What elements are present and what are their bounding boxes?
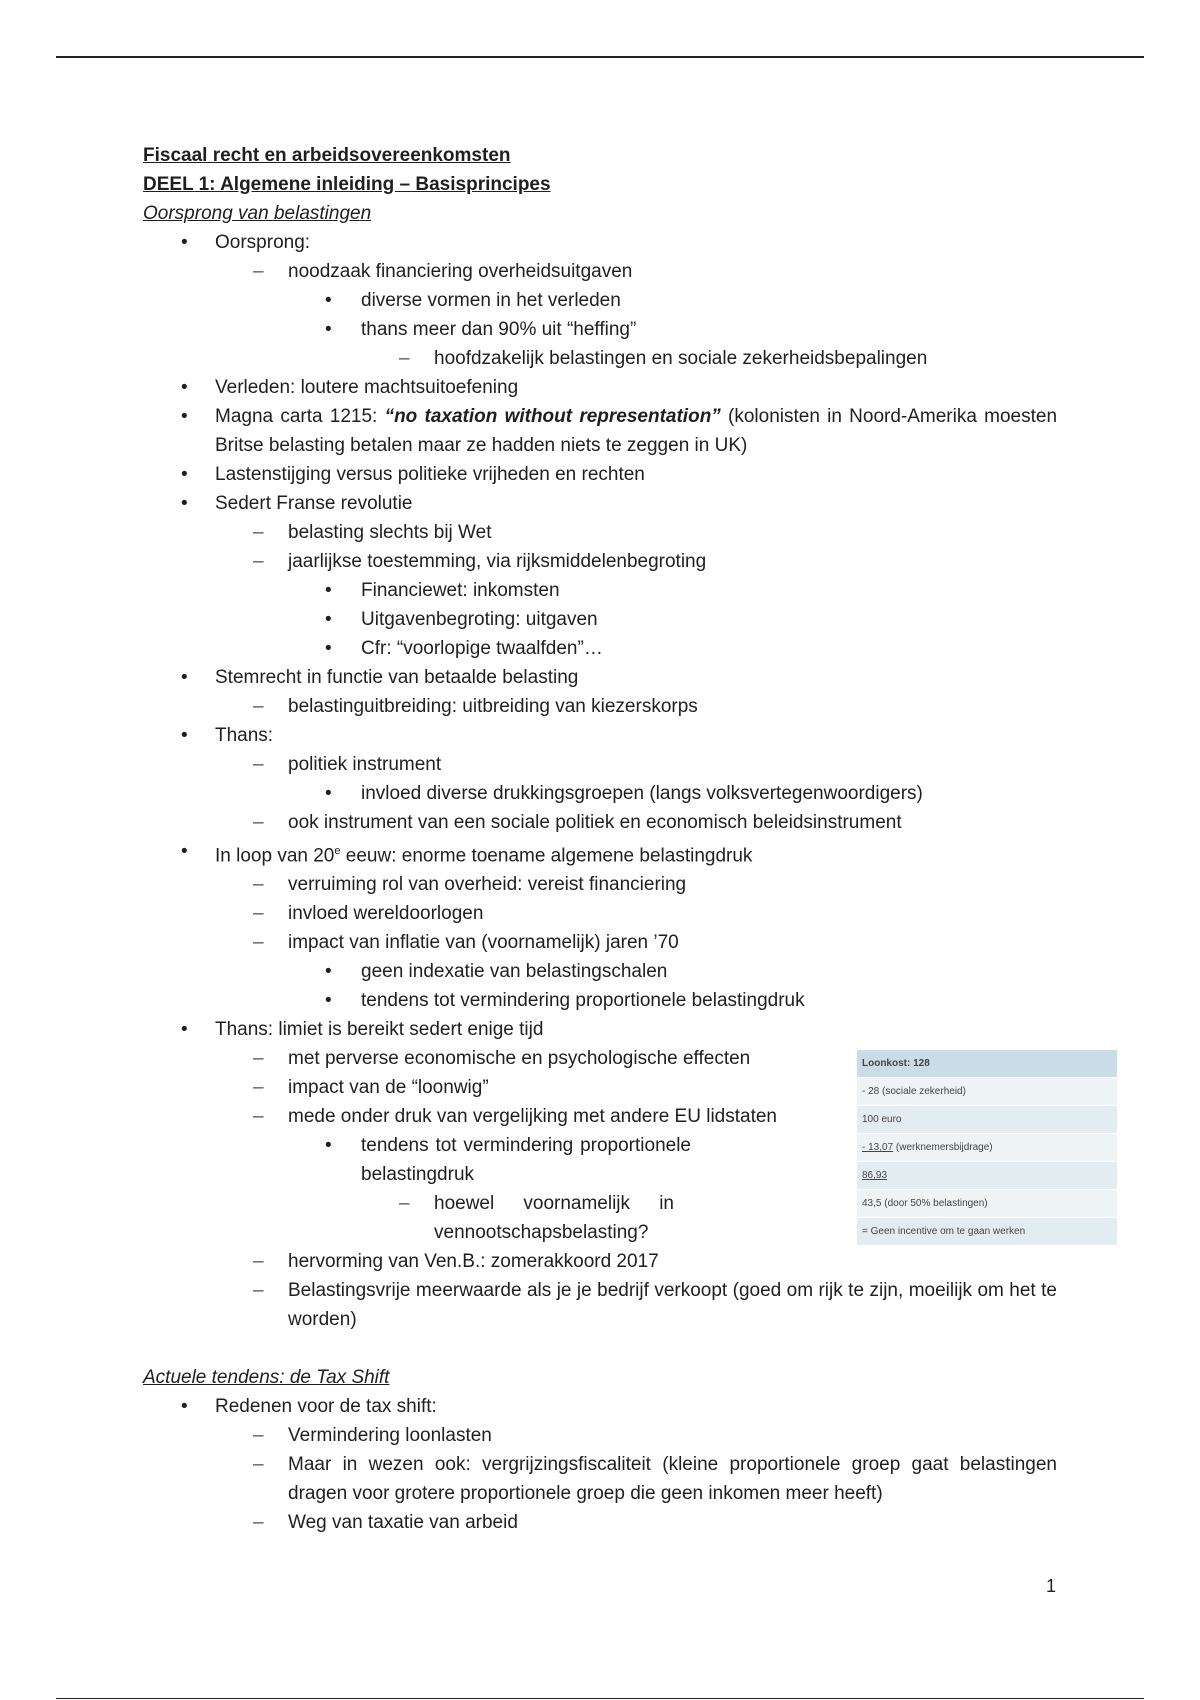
page-number: 1: [1046, 1576, 1057, 1596]
list-item: • Cfr: “voorlopige twaalfden”…: [143, 634, 1057, 663]
table-row: - 28 (sociale zekerheid): [857, 1078, 1117, 1106]
list-item: – hoewel voornamelijk in vennootschapsbelasting?: [143, 1189, 674, 1247]
document-title: Fiscaal recht en arbeidsovereenkomsten: [143, 145, 511, 166]
list-item: – noodzaak financiering overheidsuitgaven: [143, 257, 1057, 286]
list-item: • thans meer dan 90% uit “heffing”: [143, 315, 1057, 344]
list-item: – verruiming rol van overheid: vereist financiering: [143, 870, 1057, 899]
section-heading-origin: Oorsprong van belastingen: [143, 203, 372, 224]
part-heading: DEEL 1: Algemene inleiding – Basisprincipes: [143, 174, 551, 195]
table-row: 100 euro: [857, 1106, 1117, 1134]
list-item: • Sedert Franse revolutie: [143, 489, 1057, 518]
list-item: – Weg van taxatie van arbeid: [143, 1508, 1057, 1537]
list-item: • tendens tot vermindering proportionele belastingdruk: [143, 1131, 691, 1189]
spacer: [143, 1334, 1057, 1363]
list-item: • Oorsprong:: [143, 228, 1057, 257]
list-item: – jaarlijkse toestemming, via rijksmiddelenbegroting: [143, 547, 1057, 576]
wage-cost-table: [857, 1050, 1117, 1246]
list-item: – belastinguitbreiding: uitbreiding van kiezerskorps: [143, 692, 1057, 721]
list-item: – ook instrument van een sociale politiek en economisch beleidsinstrument: [143, 808, 1057, 837]
list-item: • Magna carta 1215: “no taxation without representation” (kolonisten in Noord-Amerika moesten Britse belasting betalen maar ze hadden niets te zeggen in UK): [143, 402, 1057, 460]
list-item: • Verleden: loutere machtsuitoefening: [143, 373, 1057, 402]
header-rule: [56, 56, 1144, 58]
table-row: - 13,07 (werknemersbijdrage): [857, 1134, 1117, 1162]
list-item: • Financiewet: inkomsten: [143, 576, 1057, 605]
list-item: • geen indexatie van belastingschalen: [143, 957, 1057, 986]
list-item: – Vermindering loonlasten: [143, 1421, 1057, 1450]
list-item: • Stemrecht in functie van betaalde belasting: [143, 663, 1057, 692]
magna-carta-quote: “no taxation without representation”: [384, 406, 721, 427]
list-item: • Uitgavenbegroting: uitgaven: [143, 605, 1057, 634]
table-row: = Geen incentive om te gaan werken: [857, 1218, 1117, 1246]
list-item: – belasting slechts bij Wet: [143, 518, 1057, 547]
document-body: [143, 141, 1057, 1537]
list-item: – impact van inflatie van (voornamelijk) jaren ’70: [143, 928, 1057, 957]
list-item: • Lastenstijging versus politieke vrijheden en rechten: [143, 460, 1057, 489]
list-item: • invloed diverse drukkingsgroepen (langs volksvertegenwoordigers): [143, 779, 1057, 808]
list-item: – Belastingsvrije meerwaarde als je je bedrijf verkoopt (goed om rijk te zijn, moeilijk om het te worden): [143, 1276, 1057, 1334]
list-item: – met perverse economische en psychologische effecten: [143, 1044, 1057, 1073]
table-row: 86,93: [857, 1162, 1117, 1190]
list-item: – hervorming van Ven.B.: zomerakkoord 2017: [143, 1247, 1057, 1276]
table-row: 43,5 (door 50% belastingen): [857, 1190, 1117, 1218]
footer-rule: [56, 1698, 1144, 1699]
list-item: – impact van de “loonwig”: [143, 1073, 1057, 1102]
list-item: – hoofdzakelijk belastingen en sociale zekerheidsbepalingen: [143, 344, 1057, 373]
list-item: • Thans: limiet is bereikt sedert enige tijd: [143, 1015, 1057, 1044]
list-item: – politiek instrument: [143, 750, 1057, 779]
list-item: • tendens tot vermindering proportionele belastingdruk: [143, 986, 1057, 1015]
list-item: • Redenen voor de tax shift:: [143, 1392, 1057, 1421]
list-item: • Thans:: [143, 721, 1057, 750]
list-item: • In loop van 20e eeuw: enorme toename algemene belastingdruk: [143, 837, 1057, 870]
list-item: • diverse vormen in het verleden: [143, 286, 1057, 315]
list-item: – invloed wereldoorlogen: [143, 899, 1057, 928]
section-heading-tax-shift: Actuele tendens: de Tax Shift: [143, 1367, 390, 1389]
list-item: – mede onder druk van vergelijking met andere EU lidstaten: [143, 1102, 1057, 1131]
list-item: – Maar in wezen ook: vergrijzingsfiscaliteit (kleine proportionele groep gaat belastingen dragen voor grotere proportionele groep die geen inkomen meer heeft): [143, 1450, 1057, 1508]
table-row: Loonkost: 128: [857, 1050, 1117, 1078]
